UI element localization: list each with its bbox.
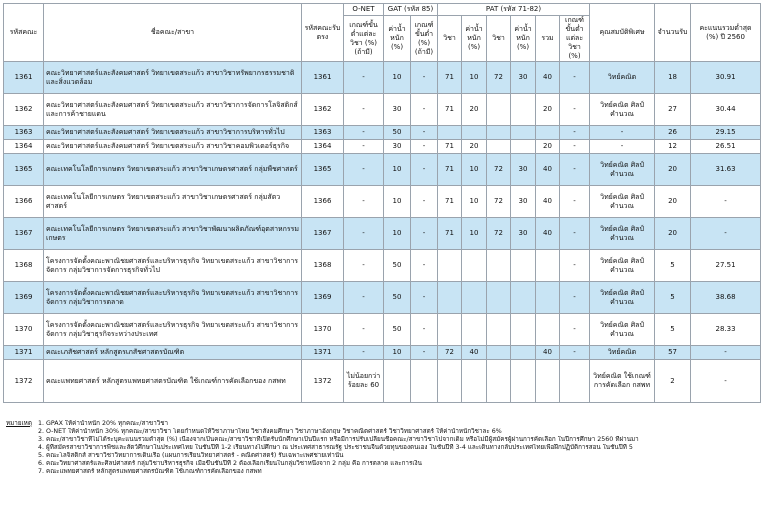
table-row xyxy=(4,314,761,346)
qualification-cell: - xyxy=(590,140,655,154)
note-line xyxy=(6,452,758,460)
gat-min-cell: - xyxy=(411,140,438,154)
code-cell: 1365 xyxy=(4,154,44,186)
min-score-cell: 26.51 xyxy=(691,140,761,154)
header-gat-weight: ค่าน้ำหนัก (%) xyxy=(384,16,411,62)
onet-cell: - xyxy=(344,186,384,218)
name-cell: คณะวิทยาศาสตร์และสังคมศาสตร์ วิทยาเขตสระแก้ว สาขาวิชาการจัดการโลจิสติกส์และการค้าชายแดน xyxy=(44,94,302,126)
gat-min-cell: - xyxy=(411,62,438,94)
header-code: รหัสคณะ xyxy=(4,4,44,62)
pat-weight-2-cell: 30 xyxy=(511,218,536,250)
gat-min-cell: - xyxy=(411,186,438,218)
note-4: 4. ผู้ที่สมัครสาขาวิชาการพืชและสัตว์ศึกษาในประเทศไทย ในชั้นปีที่ 1-2 เรียนทางไปศึกษา ณ ประเทศสาธารณรัฐ ประชาชนจีนด้วยทุนของตนเอง ในชั้นปีที่ 3-4 และเดินทางกลับประเทศไทยเพื่อฝึกปฏิบัติการสอน ในชั้นปีที่ 5 xyxy=(38,444,633,451)
pat-weight-1-cell: 40 xyxy=(462,346,487,360)
pat-min-cell: - xyxy=(560,218,590,250)
header-pat-min: เกณฑ์ขั้นต่ำแต่ละวิชา (%) xyxy=(560,16,590,62)
name-cell: คณะแพทยศาสตร์ หลักสูตรแพทยศาสตรบัณฑิต ใช้เกณฑ์การคัดเลือกของ กสพท xyxy=(44,360,302,403)
pat-weight-1-cell xyxy=(462,282,487,314)
gat-min-cell xyxy=(411,360,438,403)
note-line xyxy=(6,428,758,436)
header-gat-min: เกณฑ์ขั้นต่ำ (%) (ถ้ามี) xyxy=(411,16,438,62)
code-cell: 1369 xyxy=(4,282,44,314)
gat-min-cell: - xyxy=(411,346,438,360)
pat-total-cell xyxy=(536,360,560,403)
code-cell: 1368 xyxy=(4,250,44,282)
table-row xyxy=(4,282,761,314)
pat-total-cell xyxy=(536,250,560,282)
gat-weight-cell: 10 xyxy=(384,186,411,218)
admit-code-cell: 1365 xyxy=(302,154,344,186)
qualification-cell: วิทย์คณิต ศิลป์คำนวณ xyxy=(590,250,655,282)
header-pat-subject-1: วิชา xyxy=(438,16,462,62)
min-score-cell: 38.68 xyxy=(691,282,761,314)
pat-subject-2-cell xyxy=(487,314,511,346)
pat-min-cell: - xyxy=(560,94,590,126)
onet-cell: - xyxy=(344,314,384,346)
admit-code-cell: 1372 xyxy=(302,360,344,403)
gat-min-cell: - xyxy=(411,154,438,186)
name-cell: โครงการจัดตั้งคณะพาณิชยศาสตร์และบริหารธุรกิจ วิทยาเขตสระแก้ว สาขาวิชาการจัดการ กลุ่มวิชาการจัดการธุรกิจทั่วไป xyxy=(44,250,302,282)
table-row xyxy=(4,140,761,154)
notes xyxy=(6,420,758,476)
quota-cell: 27 xyxy=(655,94,691,126)
pat-weight-2-cell: 30 xyxy=(511,154,536,186)
pat-subject-2-cell xyxy=(487,346,511,360)
table-row xyxy=(4,218,761,250)
pat-total-cell: 40 xyxy=(536,154,560,186)
pat-weight-2-cell xyxy=(511,250,536,282)
code-cell: 1370 xyxy=(4,314,44,346)
min-score-cell: 31.63 xyxy=(691,154,761,186)
pat-subject-2-cell: 72 xyxy=(487,154,511,186)
header-pat-subject-2: วิชา xyxy=(487,16,511,62)
pat-weight-1-cell: 10 xyxy=(462,62,487,94)
gat-weight-cell: 50 xyxy=(384,126,411,140)
quota-cell: 20 xyxy=(655,218,691,250)
pat-total-cell: 40 xyxy=(536,218,560,250)
pat-subject-1-cell: 71 xyxy=(438,218,462,250)
code-cell: 1372 xyxy=(4,360,44,403)
code-cell: 1361 xyxy=(4,62,44,94)
pat-min-cell: - xyxy=(560,282,590,314)
table-row xyxy=(4,94,761,126)
admission-table xyxy=(3,3,761,403)
admit-code-cell: 1368 xyxy=(302,250,344,282)
pat-min-cell: - xyxy=(560,126,590,140)
gat-min-cell: - xyxy=(411,314,438,346)
code-cell: 1367 xyxy=(4,218,44,250)
header-quota: จำนวนรับ xyxy=(655,4,691,62)
pat-min-cell: - xyxy=(560,140,590,154)
code-cell: 1363 xyxy=(4,126,44,140)
table-row xyxy=(4,62,761,94)
pat-weight-1-cell: 10 xyxy=(462,186,487,218)
note-6: 6. คณะวิทยาศาสตร์และศิลปศาสตร์ กลุ่มวิชาบริหารธุรกิจ เมื่อขึ้นชั้นปีที่ 2 ต้องเลือกเรียนในกลุ่มวิชาหนึ่งจาก 2 กลุ่ม คือ การตลาด และการเงิน xyxy=(38,460,422,467)
table-row xyxy=(4,154,761,186)
gat-weight-cell xyxy=(384,360,411,403)
qualification-cell: วิทย์คณิต ศิลป์คำนวณ xyxy=(590,186,655,218)
pat-min-cell: - xyxy=(560,186,590,218)
pat-subject-1-cell: 71 xyxy=(438,62,462,94)
qualification-cell: วิทย์คณิต ศิลป์คำนวณ xyxy=(590,154,655,186)
min-score-cell: 30.44 xyxy=(691,94,761,126)
note-1: 1. GPAX ให้ค่าน้ำหนัก 20% ทุกคณะ/สาขาวิชา xyxy=(38,420,169,427)
qualification-cell: วิทย์คณิต ศิลป์คำนวณ xyxy=(590,282,655,314)
table-row xyxy=(4,360,761,403)
pat-min-cell: - xyxy=(560,346,590,360)
header-pat-total: รวม xyxy=(536,16,560,62)
onet-cell: ไม่น้อยกว่าร้อยละ 60 xyxy=(344,360,384,403)
min-score-cell: 30.91 xyxy=(691,62,761,94)
pat-weight-2-cell xyxy=(511,314,536,346)
admit-code-cell: 1363 xyxy=(302,126,344,140)
note-7: 7. คณะแพทยศาสตร์ หลักสูตรแพทยศาสตรบัณฑิต ใช้เกณฑ์การคัดเลือกของ กสพท xyxy=(38,468,262,475)
pat-weight-1-cell: 10 xyxy=(462,154,487,186)
header-admit-code: รหัสคณะรับตรง xyxy=(302,4,344,62)
name-cell: โครงการจัดตั้งคณะพาณิชยศาสตร์และบริหารธุรกิจ วิทยาเขตสระแก้ว สาขาวิชาการจัดการ กลุ่มวิชาการตลาด xyxy=(44,282,302,314)
code-cell: 1364 xyxy=(4,140,44,154)
min-score-cell: - xyxy=(691,360,761,403)
admit-code-cell: 1370 xyxy=(302,314,344,346)
min-score-cell: 28.33 xyxy=(691,314,761,346)
table-row xyxy=(4,186,761,218)
note-5: 5. คณะโลจิสติกส์ สาขาวิชาวิทยาการเดินเรือ (แผนการเรียนวิทยาศาสตร์ - คณิตศาสตร์) รับเฉพาะเพศชายเท่านั้น xyxy=(38,452,344,459)
pat-subject-1-cell: 71 xyxy=(438,140,462,154)
onet-cell: - xyxy=(344,94,384,126)
onet-cell: - xyxy=(344,126,384,140)
name-cell: คณะเภสัชศาสตร์ หลักสูตรเภสัชศาสตรบัณฑิต xyxy=(44,346,302,360)
min-score-cell: - xyxy=(691,346,761,360)
table-row xyxy=(4,126,761,140)
gat-min-cell: - xyxy=(411,218,438,250)
pat-total-cell: 40 xyxy=(536,62,560,94)
header-gat: GAT (รหัส 85) xyxy=(384,4,438,16)
pat-total-cell xyxy=(536,314,560,346)
gat-min-cell: - xyxy=(411,250,438,282)
gat-weight-cell: 30 xyxy=(384,94,411,126)
pat-subject-1-cell xyxy=(438,314,462,346)
header-onet-min: เกณฑ์ขั้นต่ำแต่ละวิชา (%) (ถ้ามี) xyxy=(344,16,384,62)
header-qualification: คุณสมบัติพิเศษ xyxy=(590,4,655,62)
qualification-cell: วิทย์คณิต ศิลป์คำนวณ xyxy=(590,218,655,250)
gat-weight-cell: 50 xyxy=(384,314,411,346)
table-row xyxy=(4,250,761,282)
header-min-score: คะแนนรวมต่ำสุด (%) ปี 2560 xyxy=(691,4,761,62)
pat-weight-2-cell xyxy=(511,94,536,126)
pat-weight-1-cell: 10 xyxy=(462,218,487,250)
pat-subject-2-cell xyxy=(487,250,511,282)
pat-subject-2-cell xyxy=(487,126,511,140)
pat-subject-2-cell xyxy=(487,140,511,154)
pat-weight-2-cell xyxy=(511,346,536,360)
onet-cell: - xyxy=(344,218,384,250)
pat-weight-1-cell xyxy=(462,250,487,282)
min-score-cell: - xyxy=(691,218,761,250)
pat-total-cell: 20 xyxy=(536,140,560,154)
gat-weight-cell: 10 xyxy=(384,62,411,94)
admit-code-cell: 1362 xyxy=(302,94,344,126)
pat-subject-1-cell: 72 xyxy=(438,346,462,360)
note-line xyxy=(6,468,758,476)
quota-cell: 12 xyxy=(655,140,691,154)
pat-subject-2-cell: 72 xyxy=(487,186,511,218)
note-line xyxy=(6,420,758,428)
quota-cell: 5 xyxy=(655,314,691,346)
onet-cell: - xyxy=(344,346,384,360)
pat-min-cell: - xyxy=(560,314,590,346)
table-row xyxy=(4,346,761,360)
code-cell: 1371 xyxy=(4,346,44,360)
pat-weight-2-cell xyxy=(511,126,536,140)
min-score-cell: 27.51 xyxy=(691,250,761,282)
admit-code-cell: 1361 xyxy=(302,62,344,94)
name-cell: คณะเทคโนโลยีการเกษตร วิทยาเขตสระแก้ว สาขาวิชาเกษตรศาสตร์ กลุ่มพืชศาสตร์ xyxy=(44,154,302,186)
onet-cell: - xyxy=(344,140,384,154)
header-name: ชื่อคณะ/สาขา xyxy=(44,4,302,62)
onet-cell: - xyxy=(344,282,384,314)
header-pat: PAT (รหัส 71-82) xyxy=(438,4,590,16)
quota-cell: 18 xyxy=(655,62,691,94)
quota-cell: 5 xyxy=(655,282,691,314)
pat-total-cell: 40 xyxy=(536,346,560,360)
gat-weight-cell: 10 xyxy=(384,218,411,250)
pat-subject-1-cell xyxy=(438,282,462,314)
qualification-cell: วิทย์คณิต xyxy=(590,346,655,360)
pat-min-cell: - xyxy=(560,154,590,186)
admit-code-cell: 1371 xyxy=(302,346,344,360)
pat-total-cell xyxy=(536,126,560,140)
note-line xyxy=(6,436,758,444)
pat-min-cell xyxy=(560,360,590,403)
pat-weight-2-cell: 30 xyxy=(511,186,536,218)
gat-weight-cell: 50 xyxy=(384,250,411,282)
pat-weight-2-cell xyxy=(511,360,536,403)
quota-cell: 2 xyxy=(655,360,691,403)
qualification-cell: - xyxy=(590,126,655,140)
gat-weight-cell: 10 xyxy=(384,346,411,360)
quota-cell: 5 xyxy=(655,250,691,282)
code-cell: 1362 xyxy=(4,94,44,126)
pat-subject-1-cell: 71 xyxy=(438,154,462,186)
pat-subject-1-cell xyxy=(438,250,462,282)
header-pat-weight-2: ค่าน้ำหนัก (%) xyxy=(511,16,536,62)
pat-weight-2-cell xyxy=(511,282,536,314)
pat-weight-2-cell: 30 xyxy=(511,62,536,94)
name-cell: คณะวิทยาศาสตร์และสังคมศาสตร์ วิทยาเขตสระแก้ว สาขาวิชาคอมพิวเตอร์ธุรกิจ xyxy=(44,140,302,154)
pat-subject-1-cell: 71 xyxy=(438,94,462,126)
gat-min-cell: - xyxy=(411,282,438,314)
note-line xyxy=(6,444,758,452)
onet-cell: - xyxy=(344,62,384,94)
quota-cell: 20 xyxy=(655,186,691,218)
quota-cell: 57 xyxy=(655,346,691,360)
pat-min-cell: - xyxy=(560,62,590,94)
admit-code-cell: 1369 xyxy=(302,282,344,314)
code-cell: 1366 xyxy=(4,186,44,218)
pat-weight-1-cell xyxy=(462,126,487,140)
qualification-cell: วิทย์คณิต ศิลป์คำนวณ xyxy=(590,94,655,126)
header-onet: O-NET xyxy=(344,4,384,16)
pat-subject-2-cell: 72 xyxy=(487,62,511,94)
pat-total-cell xyxy=(536,282,560,314)
pat-subject-2-cell: 72 xyxy=(487,218,511,250)
pat-total-cell: 40 xyxy=(536,186,560,218)
gat-weight-cell: 30 xyxy=(384,140,411,154)
gat-weight-cell: 50 xyxy=(384,282,411,314)
note-3: 3. คณะ/สาขาวิชาที่ไม่ได้ระบุคะแนนรวมต่ำสุด (%) เนื่องจากเป็นคณะ/สาขาวิชาที่เปิดรับนักศึกษาเป็นปีแรก หรือมีการปรับเปลี่ยนชื่อคณะ/สาขาวิชาไปจากเดิม หรือไม่มีผู้สมัครผู้ผ่านการคัดเลือก ในปีการศึกษา 2560 ที่ผ่านมา xyxy=(38,436,639,443)
name-cell: คณะเทคโนโลยีการเกษตร วิทยาเขตสระแก้ว สาขาวิชาพัฒนาผลิตภัณฑ์อุตสาหกรรมเกษตร xyxy=(44,218,302,250)
pat-subject-2-cell xyxy=(487,282,511,314)
onet-cell: - xyxy=(344,154,384,186)
quota-cell: 20 xyxy=(655,154,691,186)
onet-cell: - xyxy=(344,250,384,282)
pat-weight-1-cell: 20 xyxy=(462,140,487,154)
pat-weight-2-cell xyxy=(511,140,536,154)
notes-label: หมายเหตุ xyxy=(6,420,32,427)
header-pat-weight-1: ค่าน้ำหนัก (%) xyxy=(462,16,487,62)
pat-subject-1-cell: 71 xyxy=(438,186,462,218)
name-cell: คณะเทคโนโลยีการเกษตร วิทยาเขตสระแก้ว สาขาวิชาเกษตรศาสตร์ กลุ่มสัตวศาสตร์ xyxy=(44,186,302,218)
pat-subject-1-cell xyxy=(438,126,462,140)
pat-min-cell: - xyxy=(560,250,590,282)
name-cell: คณะวิทยาศาสตร์และสังคมศาสตร์ วิทยาเขตสระแก้ว สาขาวิชาการบริหารทั่วไป xyxy=(44,126,302,140)
gat-weight-cell: 10 xyxy=(384,154,411,186)
qualification-cell: วิทย์คณิต ศิลป์คำนวณ xyxy=(590,314,655,346)
name-cell: โครงการจัดตั้งคณะพาณิชยศาสตร์และบริหารธุรกิจ วิทยาเขตสระแก้ว สาขาวิชาการจัดการ กลุ่มวิชาธุรกิจระหว่างประเทศ xyxy=(44,314,302,346)
pat-subject-2-cell xyxy=(487,94,511,126)
gat-min-cell: - xyxy=(411,126,438,140)
pat-subject-1-cell xyxy=(438,360,462,403)
admit-code-cell: 1366 xyxy=(302,186,344,218)
min-score-cell: 29.15 xyxy=(691,126,761,140)
pat-weight-1-cell xyxy=(462,360,487,403)
note-line xyxy=(6,460,758,468)
table-body xyxy=(4,62,761,403)
pat-total-cell: 20 xyxy=(536,94,560,126)
name-cell: คณะวิทยาศาสตร์และสังคมศาสตร์ วิทยาเขตสระแก้ว สาขาวิชาทรัพยากรธรรมชาติและสิ่งแวดล้อม xyxy=(44,62,302,94)
admit-code-cell: 1364 xyxy=(302,140,344,154)
quota-cell: 26 xyxy=(655,126,691,140)
qualification-cell: วิทย์คณิต xyxy=(590,62,655,94)
admit-code-cell: 1367 xyxy=(302,218,344,250)
gat-min-cell: - xyxy=(411,94,438,126)
note-2: 2. O-NET ให้ค่าน้ำหนัก 30% ทุกคณะ/สาขาวิชา โดยกำหนดให้วิชาภาษาไทย วิชาสังคมศึกษา วิชาภาษาอังกฤษ วิชาคณิตศาสตร์ วิชาวิทยาศาสตร์ ให้ค่าน้ำหนักวิชาละ 6% xyxy=(38,428,502,435)
pat-weight-1-cell: 20 xyxy=(462,94,487,126)
min-score-cell: - xyxy=(691,186,761,218)
qualification-cell: วิทย์คณิต ใช้เกณฑ์การคัดเลือก กสพท xyxy=(590,360,655,403)
pat-weight-1-cell xyxy=(462,314,487,346)
pat-subject-2-cell xyxy=(487,360,511,403)
